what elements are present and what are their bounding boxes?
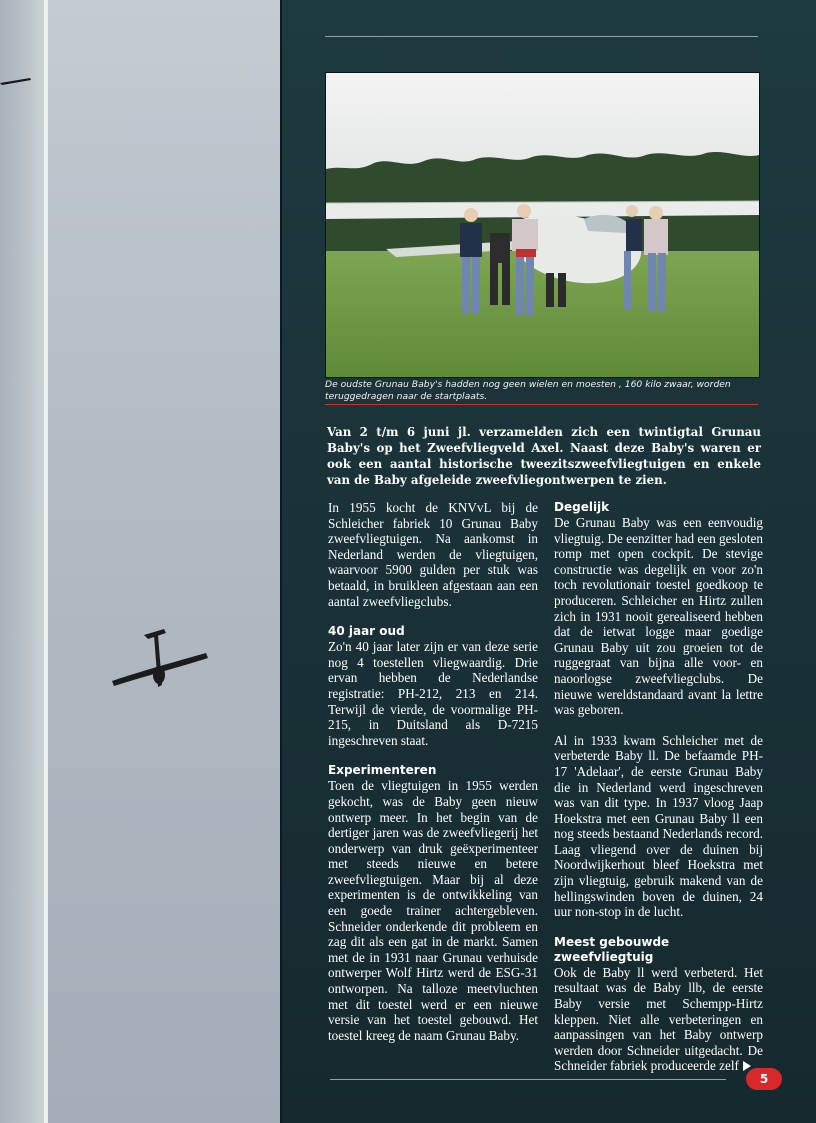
bottom-rule xyxy=(330,1079,726,1080)
right-column xyxy=(554,500,763,1074)
section-heading: Meest gebouwde zweefvliegtuig xyxy=(554,934,670,964)
left-column xyxy=(328,500,538,1043)
sky-photo-panel xyxy=(48,0,280,1123)
section-heading: Degelijk xyxy=(554,500,610,514)
paragraph: De Grunau Baby was een eenvoudig vliegtuig. De eenzitter had een gesloten romp met open cockpit. De stevige constructie was degelijk en voor zo'n toch revolutionair toestel goedkoop te produceren. Schleicher en Hirtz zullen zich in 1931 nooit gerealiseerd hebben dat de ietwat logge maar goedige Grunau Baby uit zou groeien tot de ruggegraat van bijna alle voor- en naoorlogse zweefvliegclubs. De nieuwe wereldstandaard avant la lettre was geboren. xyxy=(554,515,763,718)
article-intro: Van 2 t/m 6 juni jl. verzamelden zich een twintigtal Grunau Baby's op het Zweefvliegveld Axel. Naast deze Baby's waren er ook een aantal historische tweezitszweefvliegtuigen en enkele van de Baby afgeleide zweefvliegontwerpen te zien. xyxy=(327,425,761,487)
top-rule xyxy=(325,36,758,37)
paragraph-text: Ook de Baby ll werd verbeterd. Het resultaat was de Baby llb, de eerste Baby versie met Schempp-Hirtz kleppen. Niet alle verbeteringen en aanpassingen van het Baby ontwerp werden door Schneider uitgedacht. De Schneider fabriek produceerde zelf xyxy=(554,964,763,1074)
paragraph-continued xyxy=(554,965,763,1074)
previous-page-edge xyxy=(0,0,48,1123)
paragraph: Toen de vliegtuigen in 1955 werden gekocht, was de Baby geen nieuw ontwerp meer. In het begin van de dertiger jaren was de zweefvliegerij het onderwerp van druk geëxperimenteer met steeds nieuwe en betere zweefvliegtuigen. Maar bij al deze experimenten is de ontwikkeling van een goede trainer achtergebleven. Schneider onderkende dit probleem en zag dit als een gat in de markt. Samen met de in 1931 naar Grunau verhuisde ontwerper Wolf Hirtz werd de ESG-31 ontworpen. Na talloze meetvluchten met dit toestel werd er een nieuwe versie van het toestel gebouwd. Het toestel kreeg de naam Grunau Baby. xyxy=(328,778,538,1043)
section-heading: 40 jaar oud xyxy=(328,624,405,639)
glider-in-flight-image xyxy=(108,625,212,695)
paragraph: Zo'n 40 jaar later zijn er van deze serie nog 4 toestellen vliegwaardig. Drie ervan hebben de Nederlandse registratie: PH-212, 213 en 214. Terwijl de vierde, de voormalige PH-215, in Duitsland als D-7215 ingeschreven staat. xyxy=(328,639,538,748)
paragraph: Al in 1933 kwam Schleicher met de verbeterde Baby ll. De befaamde PH-17 'Adelaar', de eerste Grunau Baby die in Nederland werd ingeschreven was van dit type. In 1937 vloog Jaap Hoekstra met een Grunau Baby ll een nog steeds bestaand Nederlands record. Laag vliegend over de duinen bij Noordwijkerhout bleef Hoekstra met zijn vliegtuig, gebruik makend van de hellingswinden boven de duinen, 24 uur non-stop in de lucht. xyxy=(554,732,763,920)
glider-carry-photo xyxy=(326,73,759,377)
article-photo xyxy=(325,72,760,378)
caption-divider xyxy=(325,404,758,405)
photo-caption: De oudste Grunau Baby's hadden nog geen wielen en moesten , 160 kilo zwaar, worden teruggedragen naar de startplaats. xyxy=(325,379,731,402)
paragraph: In 1955 kocht de KNVvL bij de Schleicher fabriek 10 Grunau Baby zweefvliegtuigen. Na aankomst in Nederland werden de vliegtuigen, waarvoor 5900 gulden per stuk was betaald, in bruikleen afgestaan aan een aantal zweefvliegclubs. xyxy=(328,500,538,609)
section-heading: Experimenteren xyxy=(328,763,437,778)
airplane-silhouette-small xyxy=(0,74,32,88)
page-number-badge: 5 xyxy=(746,1068,782,1090)
